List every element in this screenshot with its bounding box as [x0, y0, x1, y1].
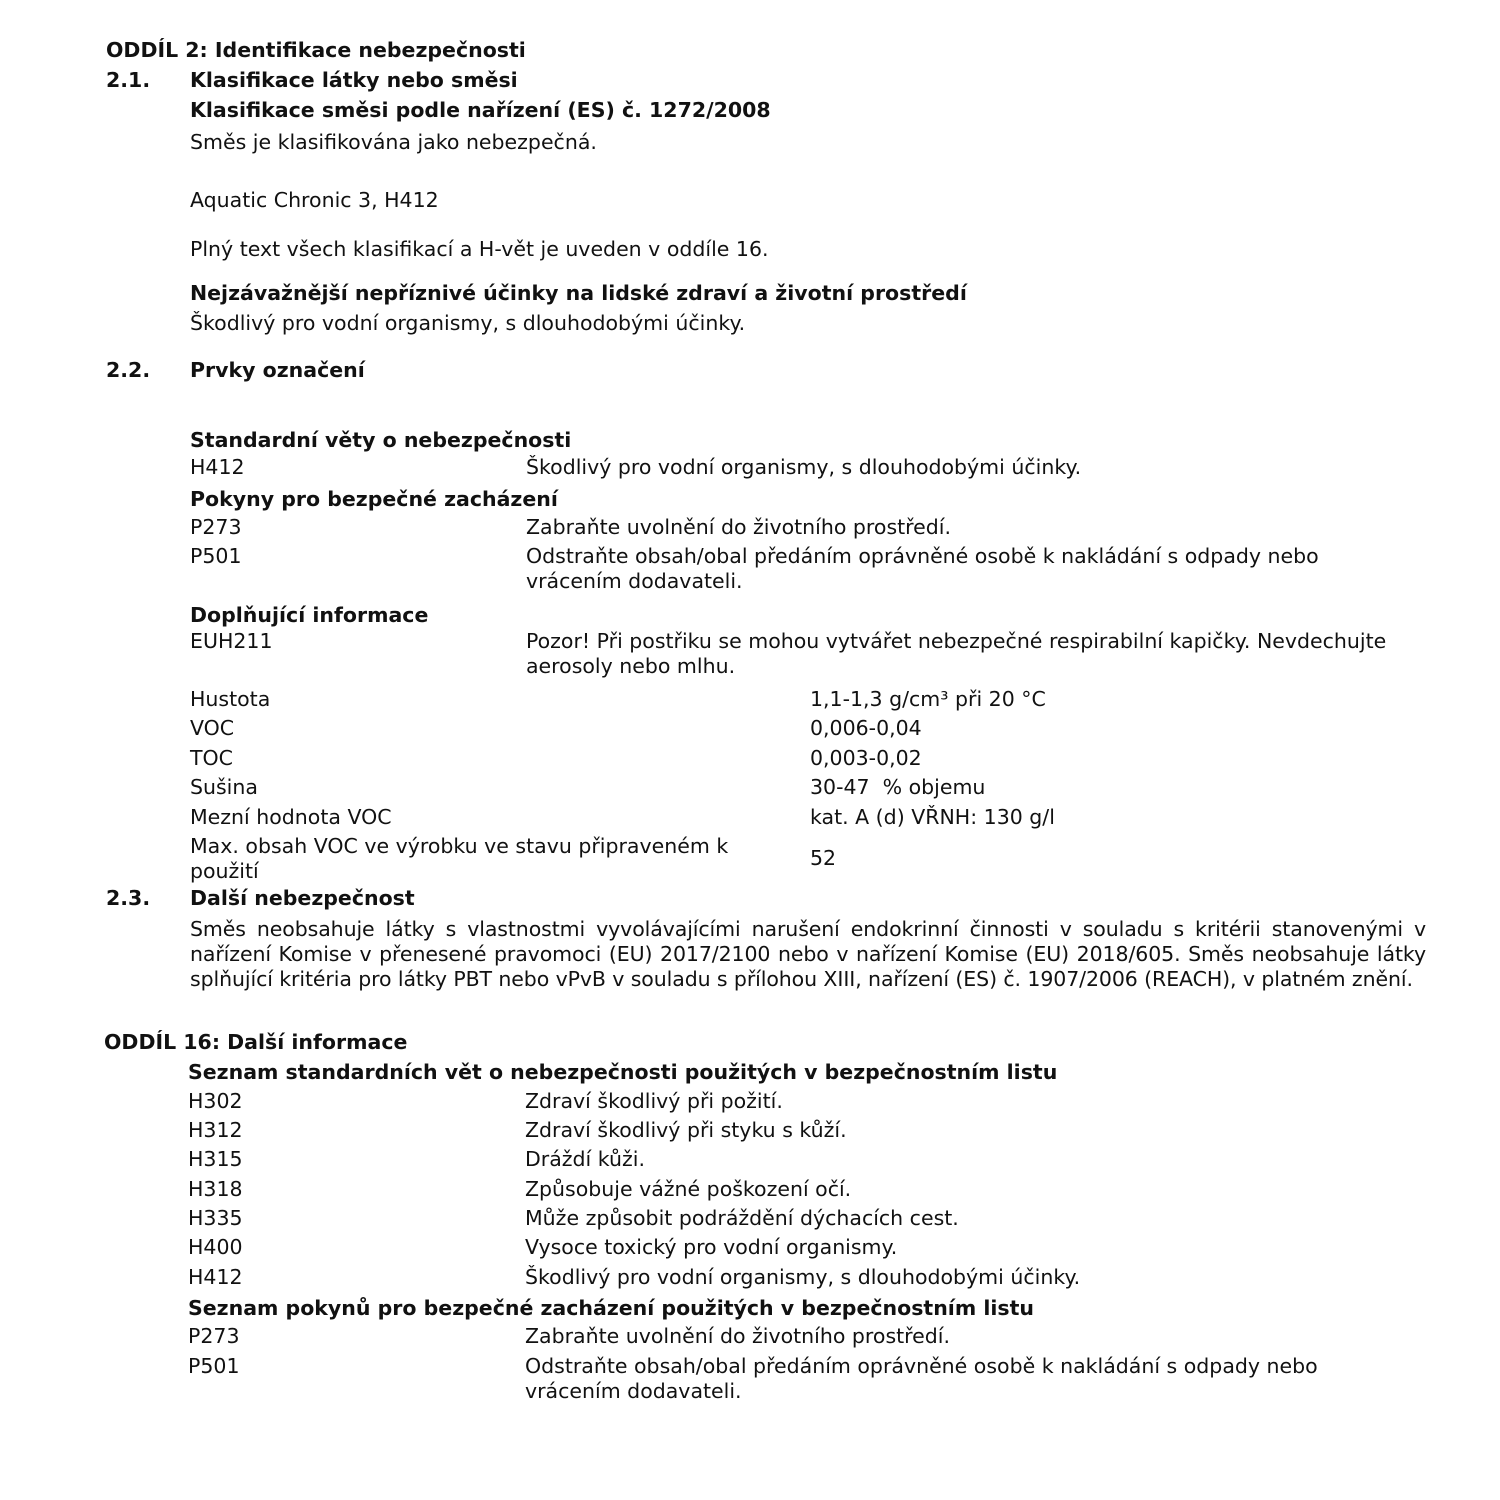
- hazard-list-code: H302: [188, 1089, 243, 1113]
- hazard-list-code: H400: [188, 1235, 243, 1259]
- section-2-3-title: Další nebezpečnost: [190, 886, 415, 910]
- property-value: 0,003-0,02: [810, 746, 922, 770]
- supplemental-heading: Doplňující informace: [190, 603, 429, 627]
- section-2-heading: ODDÍL 2: Identifikace nebezpečnosti: [106, 38, 526, 62]
- supplemental-text-line2: aerosoly nebo mlhu.: [526, 654, 736, 678]
- classification-value: Aquatic Chronic 3, H412: [190, 188, 439, 212]
- hazard-list-text: Vysoce toxický pro vodní organismy.: [525, 1235, 898, 1259]
- precaution-list-text-line2: vrácením dodavateli.: [525, 1379, 742, 1403]
- hazard-list-code: H335: [188, 1206, 243, 1230]
- property-label: TOC: [190, 746, 233, 770]
- hazard-list-heading: Seznam standardních vět o nebezpečnosti použitých v bezpečnostním listu: [188, 1060, 1058, 1084]
- precaution-text-line1: Odstraňte obsah/obal předáním oprávněné osobě k nakládání s odpady nebo: [526, 544, 1319, 568]
- hazard-list-code: H312: [188, 1118, 243, 1142]
- section-2-2-number: 2.2.: [106, 358, 151, 382]
- section-16-heading: ODDÍL 16: Další informace: [104, 1030, 408, 1054]
- other-hazards-text: Směs neobsahuje látky s vlastnostmi vyvolávajícími narušení endokrinní činnosti v souladu s kritérii stanovenými v nařízení Komise v přenesené pravomoci (EU) 2017/2100 nebo v nařízení Komise (EU) 2018/605. Směs neobsahuje látky splňující kritéria pro látky PBT nebo vPvB v souladu s přílohou XIII, nařízení (ES) č. 1907/2006 (REACH), v platném znění.: [190, 917, 1426, 991]
- hazard-list-text: Zdraví škodlivý při styku s kůží.: [525, 1118, 847, 1142]
- hazard-list-text: Zdraví škodlivý při požití.: [525, 1089, 783, 1113]
- fulltext-note: Plný text všech klasifikací a H-vět je uveden v oddíle 16.: [190, 237, 769, 261]
- property-label-line1: Max. obsah VOC ve výrobku ve stavu připraveném k: [190, 834, 729, 858]
- hazard-list-text: Dráždí kůži.: [525, 1147, 645, 1171]
- section-2-3-number: 2.3.: [106, 886, 151, 910]
- precaution-list-code: P501: [188, 1354, 240, 1378]
- hazard-list-code: H412: [188, 1265, 243, 1289]
- precaution-list-text: Zabraňte uvolnění do životního prostředí.: [525, 1324, 950, 1348]
- supplemental-text-line1: Pozor! Při postřiku se mohou vytvářet nebezpečné respirabilní kapičky. Nevdechujte: [526, 629, 1387, 653]
- hazard-text: Škodlivý pro vodní organismy, s dlouhodobými účinky.: [526, 455, 1082, 479]
- section-2-1-number: 2.1.: [106, 68, 151, 92]
- property-value: 0,006-0,04: [810, 716, 922, 740]
- section-2-2-title: Prvky označení: [190, 358, 365, 382]
- hazard-list-code: H318: [188, 1177, 243, 1201]
- precaution-text-line2: vrácením dodavateli.: [526, 569, 743, 593]
- property-value: kat. A (d) VŘNH: 130 g/l: [810, 805, 1055, 829]
- section-2-1-title: Klasifikace látky nebo směsi: [190, 68, 518, 92]
- hazard-list-text: Způsobuje vážné poškození očí.: [525, 1177, 852, 1201]
- property-value: 52: [810, 846, 837, 870]
- hazard-list-code: H315: [188, 1147, 243, 1171]
- property-value: 1,1-1,3 g/cm³ při 20 °C: [810, 687, 1046, 711]
- effects-heading: Nejzávažnější nepříznivé účinky na lidské zdraví a životní prostředí: [190, 281, 967, 305]
- hazard-statements-heading: Standardní věty o nebezpečnosti: [190, 428, 572, 452]
- precaution-list-text-line1: Odstraňte obsah/obal předáním oprávněné osobě k nakládání s odpady nebo: [525, 1354, 1318, 1378]
- property-value: 30-47 % objemu: [810, 775, 986, 799]
- supplemental-code: EUH211: [190, 629, 273, 653]
- precautionary-heading: Pokyny pro bezpečné zacházení: [190, 487, 558, 511]
- hazard-code: H412: [190, 455, 245, 479]
- precaution-code: P273: [190, 515, 242, 539]
- effects-text: Škodlivý pro vodní organismy, s dlouhodobými účinky.: [190, 311, 746, 335]
- precaution-list-heading: Seznam pokynů pro bezpečné zacházení použitých v bezpečnostním listu: [188, 1296, 1034, 1320]
- property-label: Sušina: [190, 775, 258, 799]
- precaution-code: P501: [190, 544, 242, 568]
- property-label: VOC: [190, 716, 235, 740]
- precaution-list-code: P273: [188, 1324, 240, 1348]
- classification-subtitle: Klasifikace směsi podle nařízení (ES) č. 1272/2008: [190, 98, 771, 122]
- property-label-line2: použití: [190, 859, 259, 883]
- property-label: Hustota: [190, 687, 271, 711]
- hazard-list-text: Může způsobit podráždění dýchacích cest.: [525, 1206, 959, 1230]
- precaution-text: Zabraňte uvolnění do životního prostředí.: [526, 515, 951, 539]
- classified-statement: Směs je klasifikována jako nebezpečná.: [190, 130, 597, 154]
- hazard-list-text: Škodlivý pro vodní organismy, s dlouhodobými účinky.: [525, 1265, 1081, 1289]
- property-label: Mezní hodnota VOC: [190, 805, 392, 829]
